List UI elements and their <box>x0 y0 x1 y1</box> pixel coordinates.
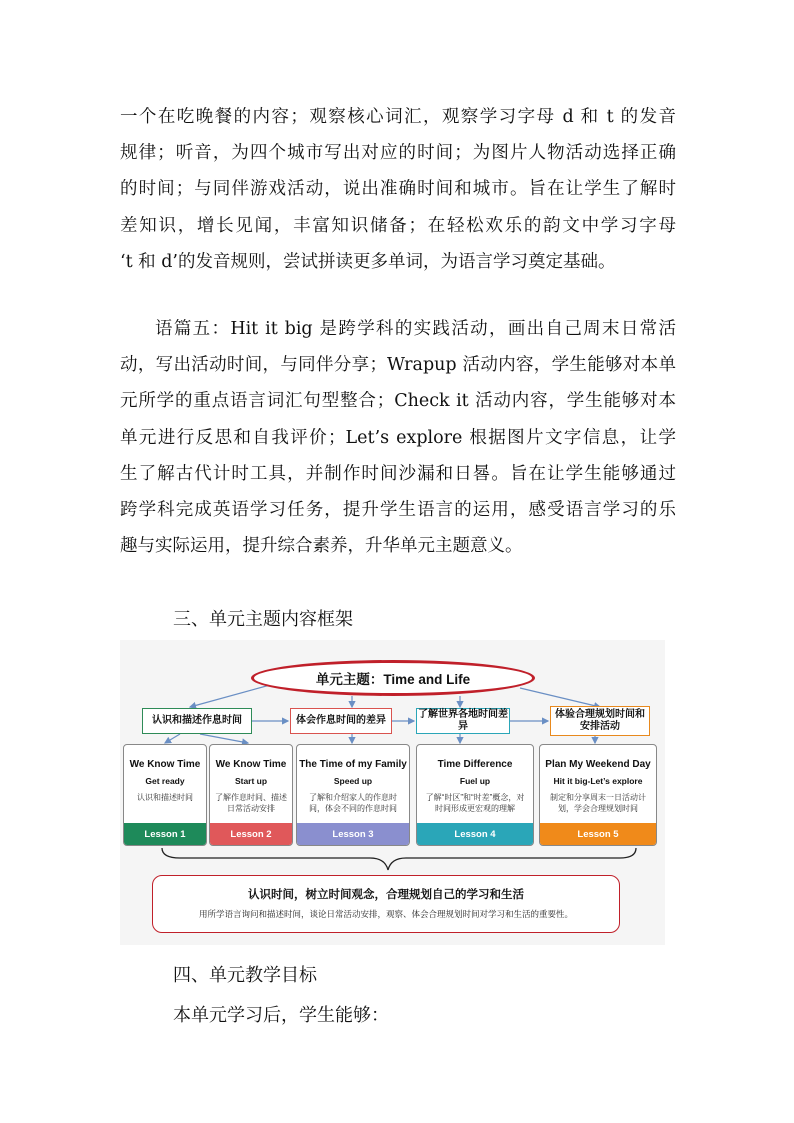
unit-theme-diagram <box>120 640 665 945</box>
lesson-card-4 <box>416 744 534 846</box>
closing-line: 本单元学习后，学生能够： <box>173 1005 389 1026</box>
lesson-desc: 认识和描述时间 <box>137 793 193 802</box>
unit-summary-box <box>152 875 620 933</box>
text-line: ‘t 和 d’的发音规则，尝试拼读更多单词，为语言学习奠定基础。 <box>120 251 616 272</box>
subtheme-world-time-difference: 了解世界各地时间差异 <box>418 709 508 732</box>
lesson-label: Lesson 4 <box>417 823 533 845</box>
unit-theme-title: 单元主题：Time and Life <box>251 660 535 696</box>
section-heading-objectives: 四、单元教学目标 <box>173 965 317 986</box>
lesson-desc: 了解“时区”和“时差”概念，对时间形成更宏观的理解 <box>425 793 525 813</box>
lesson-label: Lesson 1 <box>124 823 206 845</box>
lesson-desc: 了解和介绍家人的作息时间，体会不同的作息时间 <box>309 793 397 813</box>
lesson-label: Lesson 3 <box>297 823 409 845</box>
text-line: 差知识，增长见闻，丰富知识储备；在轻松欢乐的韵文中学习字母 <box>120 215 676 236</box>
subtheme-schedule-difference: 体会作息时间的差异 <box>290 708 392 734</box>
lesson-title: We Know Time <box>215 759 287 770</box>
lesson-part: Fuel up <box>459 776 491 786</box>
paragraph-lesson5-text <box>120 311 676 564</box>
text-line: 跨学科完成英语学习任务，提升学生语言的运用，感受语言学习的乐 <box>120 500 676 521</box>
text-line: 一个在吃晚餐的内容；观察核心词汇，观察学习字母 d 和 t 的发音 <box>120 107 676 127</box>
lesson-part: Speed up <box>333 776 373 786</box>
lesson-title: Time Difference <box>437 759 513 770</box>
subtheme-plan-time: 体验合理规划时间和安排活动 <box>550 706 650 736</box>
lesson-label: Lesson 2 <box>210 823 292 845</box>
lesson-title: We Know Time <box>129 759 201 770</box>
text-line: 元所学的重点语言词汇句型整合；Check it 活动内容，学生能够对本 <box>120 391 676 412</box>
lesson-part: Hit it big-Let’s explore <box>553 776 643 786</box>
text-line: 语篇五：Hit it big 是跨学科的实践活动，画出自己周末日常活 <box>155 319 676 339</box>
paragraph-lesson4-text <box>120 99 676 280</box>
section-heading-framework: 三、单元主题内容框架 <box>173 609 353 630</box>
lesson-card-5 <box>539 744 657 846</box>
text-line: 规律；听音，为四个城市写出对应的时间；为图片人物活动选择正确 <box>120 143 676 164</box>
lesson-part: Get ready <box>145 776 185 786</box>
lesson-card-1 <box>123 744 207 846</box>
text-line: 趣与实际运用，提升综合素养，升华单元主题意义。 <box>120 536 523 557</box>
lesson-part: Start up <box>234 776 268 786</box>
lesson-card-3 <box>296 744 410 846</box>
lesson-title: The Time of my Family <box>299 759 407 770</box>
lesson-label: Lesson 5 <box>540 823 656 845</box>
lesson-desc: 了解作息时间、描述日常活动安排 <box>215 793 287 813</box>
summary-text: 用所学语言询问和描述时间，谈论日常活动安排，观察、体会合理规划时间对学习和生活的重要性。 <box>198 909 573 919</box>
lesson-desc: 制定和分享周末一日活动计划，学会合理规划时间 <box>550 793 646 813</box>
lesson-card-2 <box>209 744 293 846</box>
text-line: 生了解古代计时工具，并制作时间沙漏和日晷。旨在让学生能够通过 <box>120 463 676 484</box>
text-line: 单元进行反思和自我评价；Let’s explore 根据图片文字信息，让学 <box>120 427 676 448</box>
subtheme-describe-schedule: 认识和描述作息时间 <box>142 708 252 734</box>
text-line: 动，写出活动时间，与同伴分享；Wrapup 活动内容，学生能够对本单 <box>120 355 676 376</box>
text-line: 的时间；与同伴游戏活动，说出准确时间和城市。旨在让学生了解时 <box>120 179 676 200</box>
summary-title: 认识时间，树立时间观念，合理规划自己的学习和生活 <box>248 889 524 901</box>
lesson-title: Plan My Weekend Day <box>545 759 651 770</box>
